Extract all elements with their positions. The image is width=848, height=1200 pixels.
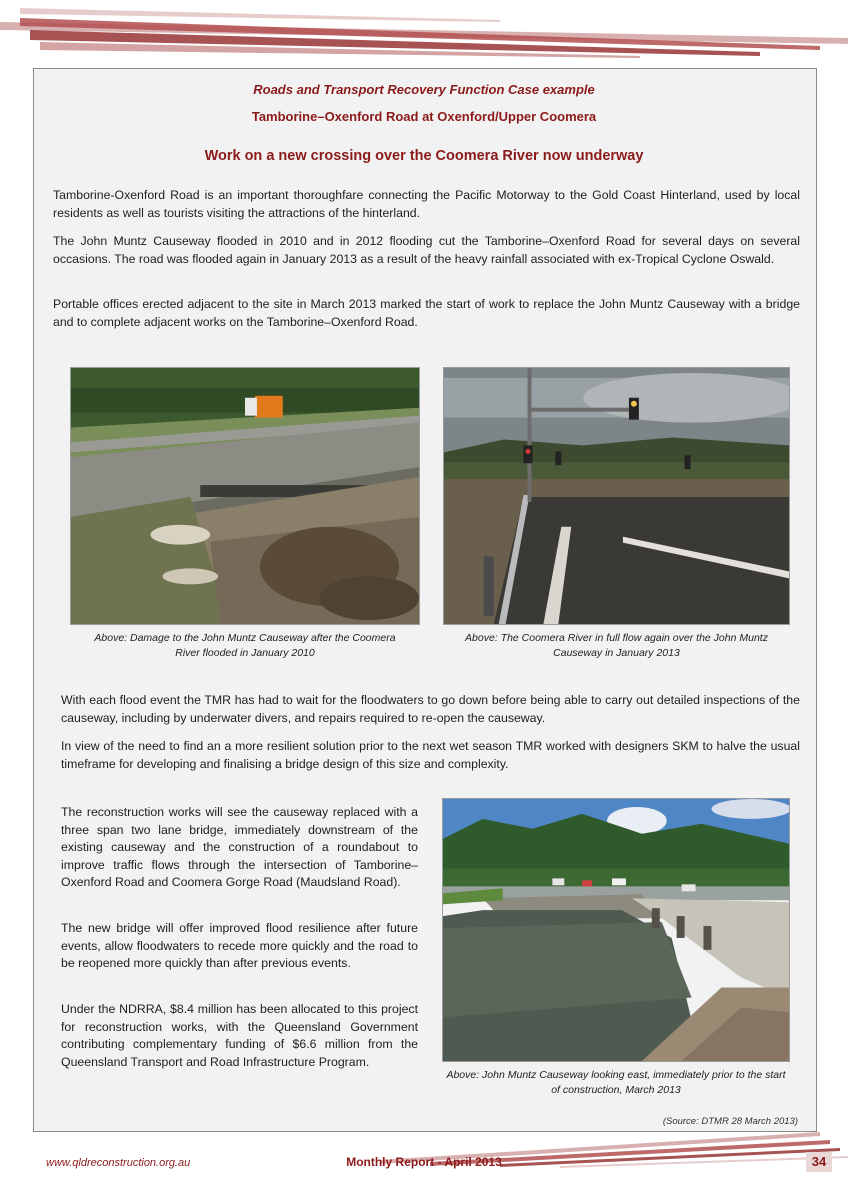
footer-report-title: Monthly Report - April 2013 — [346, 1155, 502, 1169]
intro-paragraph-2: The John Muntz Causeway flooded in 2010 and in 2012 flooding cut the Tamborine–Oxenford Road for several days on several occasions. The road was flooded again in January 2013 as a result of the heavy rainfall associated with ex-Tropical Cyclone Oswald. — [53, 234, 800, 266]
lower-paragraph-3: Under the NDRRA, $8.4 million has been allocated to this project for reconstruction works, with the Queensland Government contributing complementary funding of $6.6 million from the Queensland Transport and Road Infrastructure Program. — [61, 1002, 418, 1069]
source-note: (Source: DTMR 28 March 2013) — [662, 1116, 798, 1127]
caption-causeway-damage: Above: Damage to the John Muntz Causeway after the Coomera River flooded in January 2010 — [94, 632, 396, 659]
intro-paragraph-3: Portable offices erected adjacent to the site in March 2013 marked the start of work to replace the John Muntz Causeway with a bridge and to complete adjacent works on the Tamborine–Oxenford Road. — [53, 297, 800, 329]
caption-causeway-looking-east: Above: John Muntz Causeway looking east, immediately prior to the start of construction, March 2013 — [446, 1069, 786, 1096]
lower-paragraph-2: The new bridge will offer improved flood resilience after future events, allow floodwaters to recede more quickly and the road to be reopened more quickly than after previous events. — [61, 921, 418, 970]
case-title: Work on a new crossing over the Coomera River now underway — [204, 148, 644, 164]
intro-paragraph-1: Tamborine-Oxenford Road is an important thoroughfare connecting the Pacific Motorway to the Gold Coast Hinterland, used by local residents as well as tourists visiting the attractions of the hinterland. — [53, 188, 800, 220]
header-stripes — [0, 0, 848, 62]
case-subtitle: Tamborine–Oxenford Road at Oxenford/Upper Coomera — [251, 109, 597, 124]
lower-paragraph-1: The reconstruction works will see the causeway replaced with a three span two lane bridge, immediately downstream of the existing causeway and the construction of a roundabout to improve traffic flows through the intersection of Tamborine–Oxenford Road and Coomera Gorge Road (Maudsland Road). — [61, 805, 418, 889]
photo-causeway-damage — [70, 367, 420, 625]
photo-river-in-flood — [443, 367, 790, 625]
middle-paragraph-2: In view of the need to find an a more resilient solution prior to the next wet season TMR worked with designers SKM to halve the usual timeframe for developing and finalising a bridge design of this size and complexity. — [61, 739, 800, 771]
caption-river-in-flood: Above: The Coomera River in full flow again over the John Muntz Causeway in January 2013 — [465, 632, 768, 659]
case-example-kicker: Roads and Transport Recovery Function Case example — [253, 82, 595, 97]
footer-website-link[interactable]: www.qldreconstruction.org.au — [46, 1157, 191, 1169]
middle-paragraph-1: With each flood event the TMR has had to wait for the floodwaters to go down before being able to carry out detailed inspections of the causeway, including by underwater divers, and repairs required to re-open the causeway. — [61, 693, 800, 725]
photo-causeway-looking-east — [442, 798, 790, 1062]
page-number-badge: 34 — [806, 1152, 832, 1172]
